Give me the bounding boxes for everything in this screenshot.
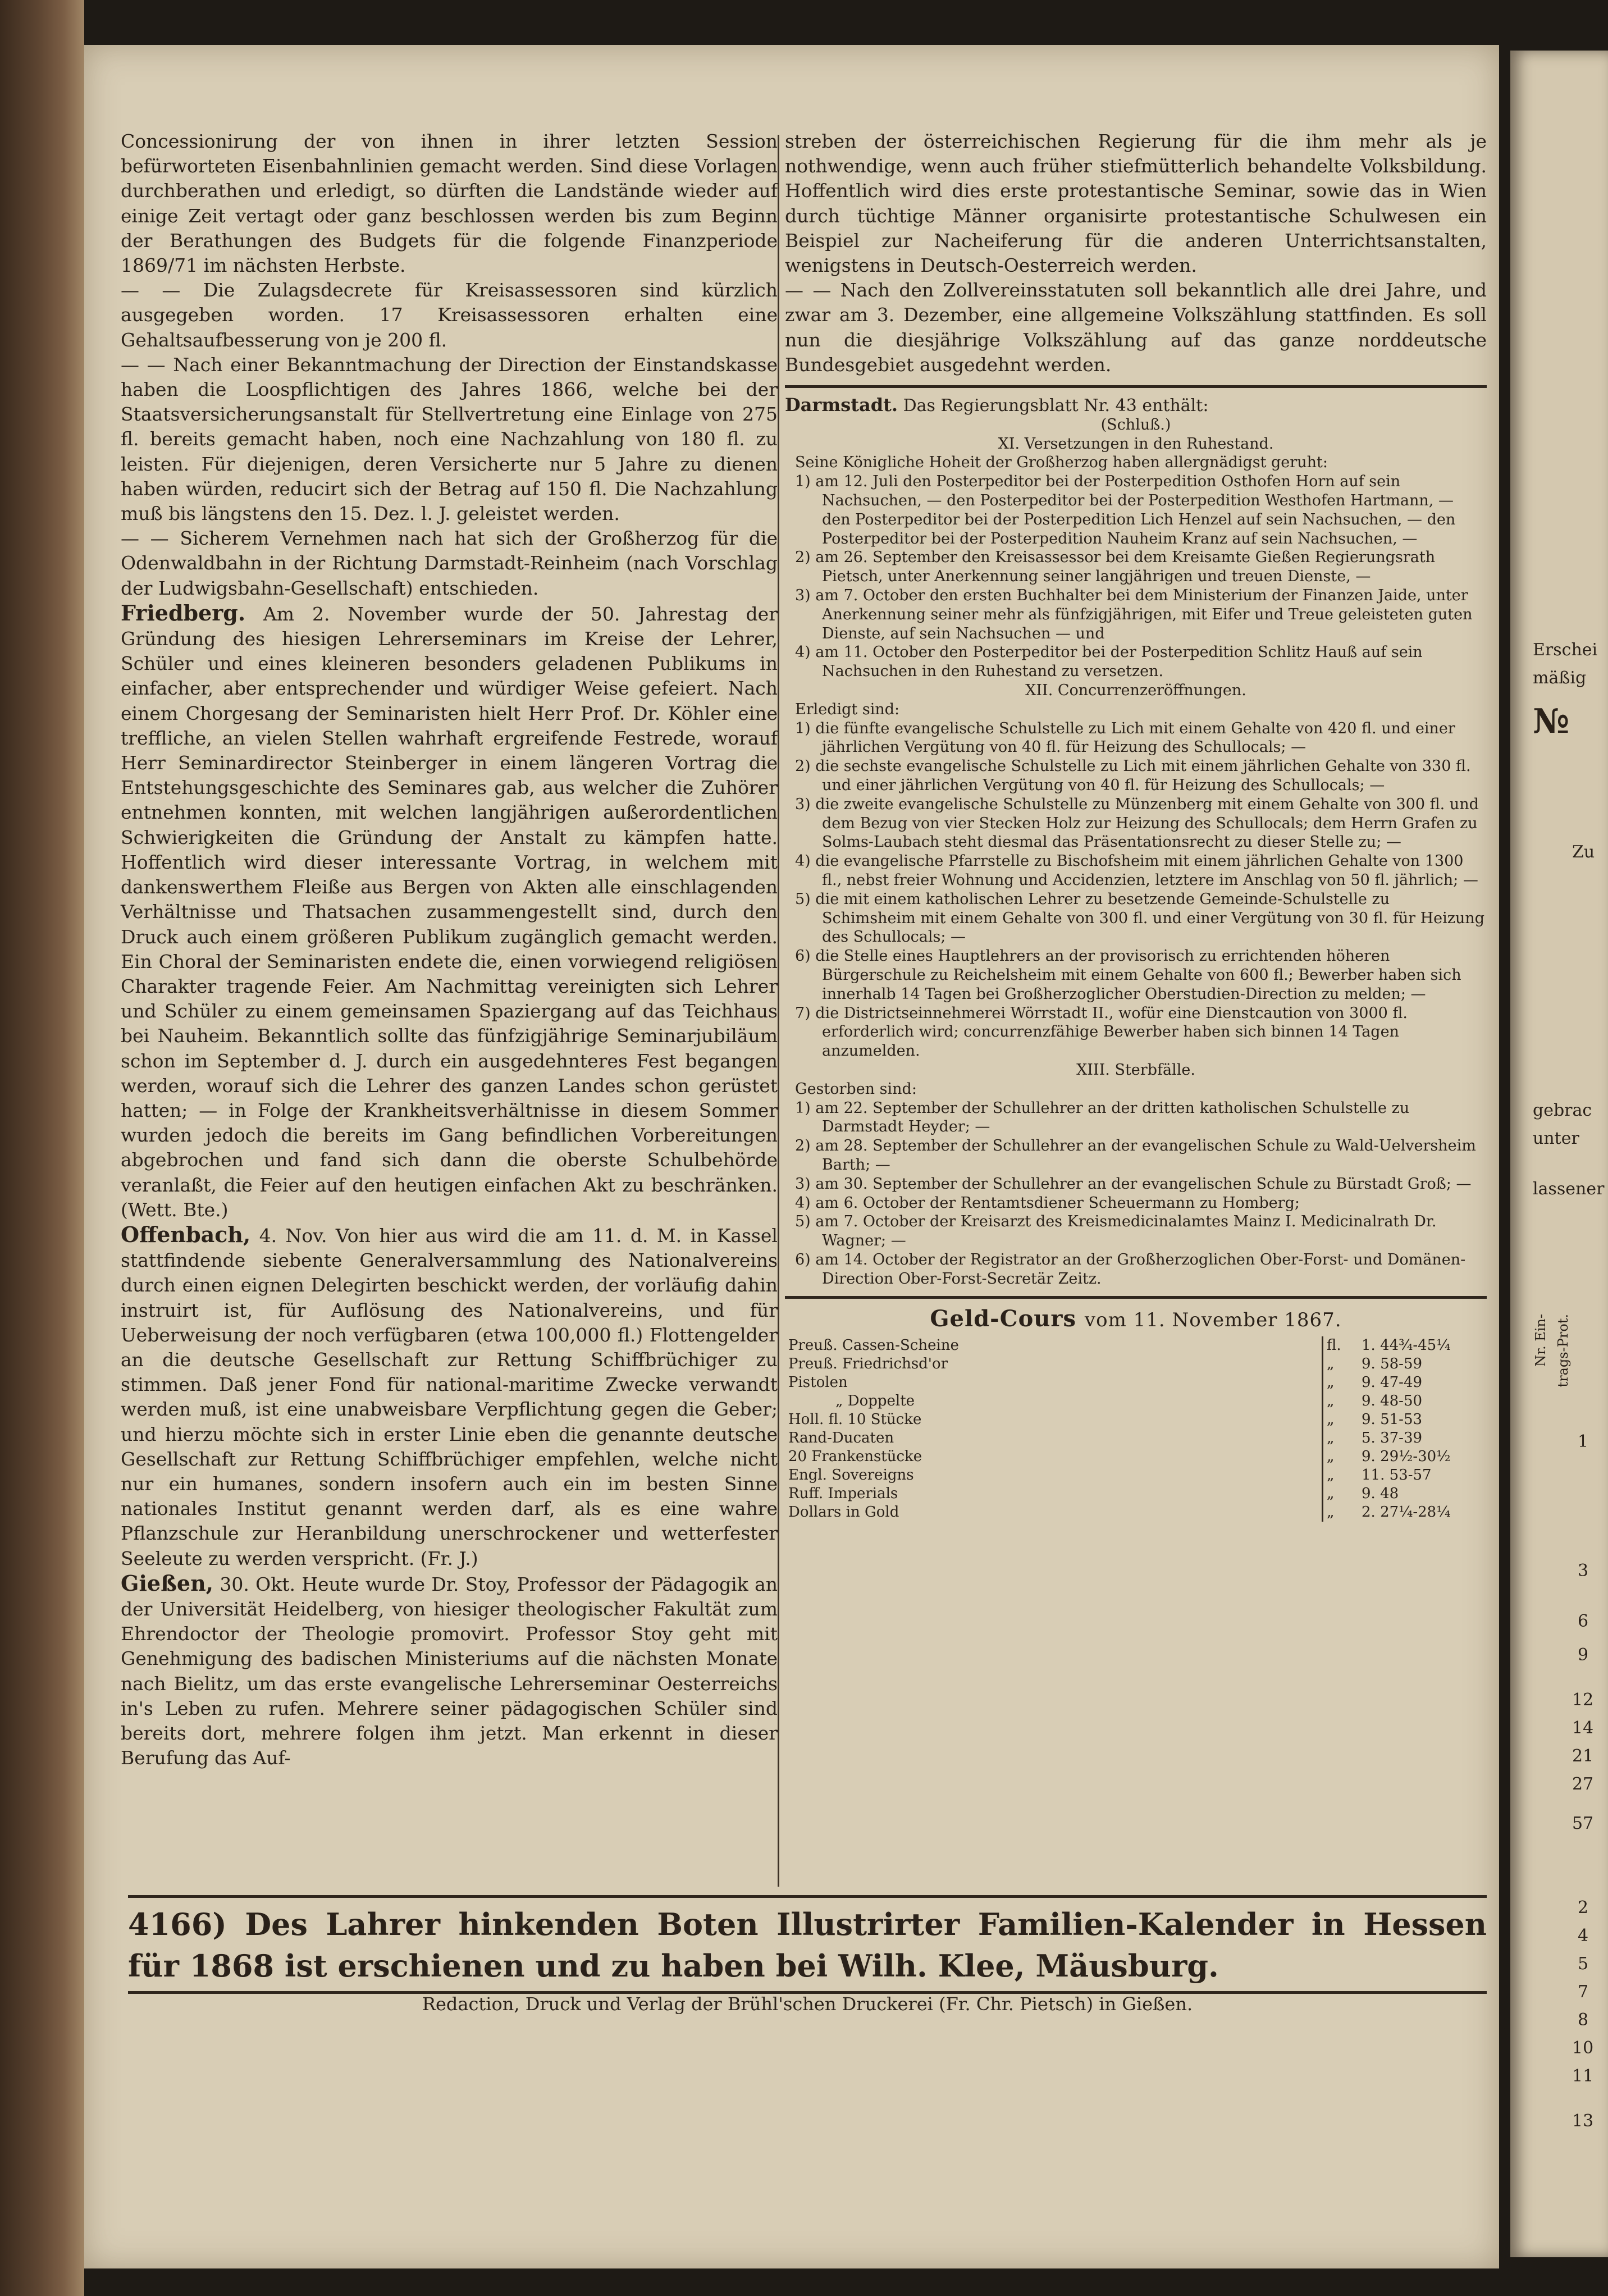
gazette-sec11-item: 3) am 7. October den ersten Buchhalter bei dem Ministerium der Finanzen Jaide, unter Anerkennung seiner mehr als fünfzigjährigen, mit Eifer und Treue geleisteten guten Dienste, auf sein Nachsuchen — und: [795, 587, 1473, 642]
ditto-mark: „: [1327, 1355, 1335, 1372]
adjacent-page-edge: [1510, 51, 1608, 2257]
next-page-fragment: gebrac: [1533, 1101, 1592, 1120]
dateline-darmstadt: Darmstadt.: [785, 394, 898, 416]
newspaper-page: [84, 45, 1499, 2268]
table-row: [785, 1485, 1486, 1503]
next-page-fragment: 27: [1572, 1774, 1594, 1794]
article-kreisassessoren: — — Die Zulagsdecrete für Kreisassessoren sind kürzlich ausgegeben worden. 17 Kreisassessoren erhalten eine Gehaltsaufbesserung von je 200 fl.: [121, 279, 778, 351]
next-page-fragment: mäßig: [1533, 668, 1587, 688]
table-row: [785, 1373, 1486, 1392]
coin-name: Rand-Ducaten: [785, 1429, 1323, 1448]
rate-value: 2. 27¼-28¼: [1362, 1503, 1451, 1521]
gazette-sec12-item: 7) die Districtseinnehmerei Wörrstadt II., wofür eine Dienstcaution von 3000 fl. erforderlich wird; concurrenzfähige Bewerber haben sich binnen 14 Tagen anzumelden.: [795, 1004, 1408, 1060]
section-rule: [785, 1296, 1487, 1299]
ditto-mark: „: [1327, 1448, 1335, 1465]
geld-cours-date: vom 11. November 1867.: [1084, 1309, 1342, 1332]
currency-unit: fl.: [1327, 1336, 1341, 1354]
coin-name: Holl. fl. 10 Stücke: [785, 1411, 1323, 1429]
next-page-fragment: 12: [1572, 1690, 1594, 1710]
article-friedberg-text: Am 2. November wurde der 50. Jahrestag der Gründung des hiesigen Lehrerseminars im Kreise der Lehrer, Schüler und eines kleineren besonders geladenen Publikums in einfacher, aber entsprechender und würdiger Weise gefeiert. Nach einem Chorgesang der Seminaristen hielt Herr Prof. Dr. Köhler eine treffliche, an vielen Stellen wahrhaft ergreifende Festrede, worauf Herr Seminardirector Steinberger in einem längeren Vortrag die Entstehungsgeschichte des Seminares gab, aus welcher die Zuhörer entnehmen konnten, mit welchen langjährigen außerordentlichen Schwierigkeiten die Gründung der Anstalt zu kämpfen hatte. Hoffentlich wird dieser interessante Vortrag, in welchem mit dankenswerthem Fleiße aus Bergen von Akten alle einschlagenden Verhältnisse und Thatsachen zusammengestellt sind, durch den Druck auch einem größeren Publikum zugänglich gemacht werden. Ein Choral der Seminaristen endete die, einen vorwiegend religiösen Charakter tragende Feier. Am Nachmittag vereinigten sich Lehrer und Schüler zu einem gemeinsamen Spaziergang auf das Teichhaus bei Nauheim. Bekanntlich sollte das fünfzigjährige Seminarjubiläum schon im September d. J. durch ein ausgedehnteres Fest begangen werden, worauf sich die Lehrer des ganzen Landes schon gerüstet hatten; — in Folge der Krankheitsverhältnisse in diesem Sommer wurden jedoch die bereits im Gang befindlichen Vorbereitungen abgebrochen und fand sich dann die oberste Schulbehörde veranlaßt, die Feier auf den heutigen einfachen Akt zu beschränken. (Wett. Bte.): [121, 602, 778, 1221]
imprint-line: Redaction, Druck und Verlag der Brühl'schen Druckerei (Fr. Chr. Pietsch) in Gießen.: [422, 1993, 1193, 2015]
table-row: [785, 1503, 1486, 1522]
article-giessen-continued: streben der österreichischen Regierung für die ihm mehr als je nothwendige, wenn auch früher stiefmütterlich behandelte Volksbildung. Hoffentlich wird dies erste protestantische Seminar, sowie das in Wien durch tüchtige Männer organisirte protestantische Schulwesen ein Beispiel zur Nacheiferung für die anderen Unterrichtsanstalten, wenigstens in Deutsch-Oesterreich werden.: [785, 130, 1487, 277]
section-rule: [785, 385, 1487, 388]
rate-value: 9. 51-53: [1362, 1411, 1423, 1428]
next-page-fragment: 14: [1572, 1718, 1594, 1738]
gazette-sec13-item: 6) am 14. October der Registrator an der Großherzoglichen Ober-Forst- und Domänen-Direction Ober-Forst-Secretär Zeitz.: [795, 1250, 1466, 1288]
dateline-giessen: Gießen,: [121, 1570, 213, 1596]
ditto-mark: „: [1327, 1392, 1335, 1409]
next-page-fragment: 2: [1578, 1898, 1589, 1918]
next-page-fragment: 7: [1578, 1982, 1589, 2002]
article-odenwaldbahn: — — Sicherem Vernehmen nach hat sich der Großherzog für die Odenwaldbahn in der Richtung Darmstadt-Reinheim (nach Vorschlag der Ludwigsbahn-Gesellschaft) entschieden.: [121, 527, 778, 599]
next-page-fragment: 3: [1578, 1561, 1589, 1581]
coin-name: Dollars in Gold: [785, 1503, 1323, 1522]
rate-value: 1. 44¾-45¼: [1362, 1336, 1451, 1354]
next-page-fragment: №: [1533, 702, 1570, 741]
coin-name: 20 Frankenstücke: [785, 1448, 1323, 1466]
article-einstandskasse: — — Nach einer Bekanntmachung der Direction der Einstandskasse haben die Loospflichtigen des Jahres 1866, welche bei der Staatsversicherungsanstalt für Stellvertretung eine Einlage von 275 fl. bereits gemacht haben, noch eine Nachzahlung von 180 fl. zu leisten. Für diejenigen, deren Versicherte nur 5 Jahre zu dienen haben würden, reducirt sich der Betrag auf 150 fl. Die Nachzahlung muß bis längstens den 15. Dez. l. J. geleistet werden.: [121, 353, 778, 525]
next-page-fragment: 13: [1572, 2111, 1594, 2131]
ditto-mark: „: [1327, 1373, 1335, 1391]
next-page-fragment: 57: [1572, 1814, 1594, 1833]
advertisement: 4166) Des Lahrer hinkenden Boten Illustrirter Familien-Kalender in Hessen für 1868 ist erschienen und zu haben bei Wilh. Klee, Mäusburg.: [128, 1895, 1487, 1994]
gazette-sec12-item: 1) die fünfte evangelische Schulstelle zu Lich mit einem Gehalte von 420 fl. und einer jährlichen Vergütung von 40 fl. für Heizung des Schullocals; —: [795, 719, 1455, 756]
table-row: [785, 1355, 1486, 1373]
article-volkszaehlung: — — Nach den Zollvereinsstatuten soll bekanntlich alle drei Jahre, und zwar am 3. Dezember, eine allgemeine Volkszählung stattfinden. Es soll nun die diesjährige Volkszählung auf das ganze norddeutsche Bundesgebiet ausgedehnt werden.: [785, 279, 1487, 376]
article-landstaende: Concessionirung der von ihnen in ihrer letzten Session befürworteten Eisenbahnlinien gemacht werden. Sind diese Vorlagen durchberathen und erledigt, so dürften die Landstände wieder auf einige Zeit vertagt oder ganz beschlossen werden bis zum Beginn der Berathungen des Budgets für die folgende Finanzperiode 1869/71 im nächsten Herbste.: [121, 130, 778, 277]
column-divider: [778, 135, 779, 1887]
gazette-sec13-title: XIII. Sterbfälle.: [1076, 1061, 1195, 1079]
next-page-fragment: Zu: [1572, 842, 1595, 862]
gazette-sec12-item: 2) die sechste evangelische Schulstelle zu Lich mit einem jährlichen Gehalte von 330 fl. und einer jährlichen Vergütung von 40 fl. für Heizung des Schullocals; —: [795, 757, 1471, 794]
table-row: [785, 1336, 1486, 1355]
coin-name: Pistolen: [785, 1373, 1323, 1392]
gazette-sec11-item: 1) am 12. Juli den Posterpeditor bei der Posterpedition Osthofen Horn auf sein Nachsuchen, — den Posterpeditor bei der Posterpedition Westhofen Hartmann, — den Posterpeditor bei der Posterpedition Lich Henzel auf sein Nachsuchen, — den Posterpeditor bei der Posterpedition Nauheim Kranz auf sein Nachsuchen, —: [795, 473, 1456, 547]
gazette-sec13-item: 2) am 28. September der Schullehrer an der evangelischen Schule zu Wald-Uelversheim Barth; —: [795, 1137, 1476, 1174]
ditto-mark: „: [1327, 1485, 1335, 1502]
article-offenbach-text: 4. Nov. Von hier aus wird die am 11. d. M. in Kassel stattfindende siebente Generalversammlung des Nationalvereins durch einen eignen Delegirten beschickt werden, der vorläufig dahin instruirt ist, für Auflösung des Nationalvereins, und für Ueberweisung der noch verfügbaren (etwa 100,000 fl.) Flottengelder an die deutsche Gesellschaft zur Rettung Schiffbrüchiger zu stimmen. Daß jener Fond für national-maritime Zwecke verwandt werden muß, ist eine unabweisbare Verpflichtung gegen die Geber; und hierzu möchte sich in erster Linie eben die genannte deutsche Gesellschaft zur Rettung Schiffbrüchiger empfehlen, welche nicht nur ein humanes, sondern insofern auch ein im besten Sinne nationales Institut genannt werden darf, als es eine wahre Pflanzschule zur Heranbildung unerschrockener und wetterfester Seeleute zu werden verspricht. (Fr. J.): [121, 1224, 778, 1569]
table-row: [785, 1411, 1486, 1429]
next-page-fragment: lassener: [1533, 1179, 1605, 1199]
ditto-mark: „: [1327, 1411, 1335, 1428]
gazette-sec12-intro: Erledigt sind:: [795, 700, 900, 718]
gazette-schluss: (Schluß.): [1100, 416, 1171, 433]
gazette-sec13-item: 4) am 6. October der Rentamtsdiener Scheuermann zu Homberg;: [795, 1194, 1300, 1212]
next-page-fragment: 9: [1578, 1645, 1589, 1665]
next-page-fragment: 8: [1578, 2010, 1589, 2030]
article-friedberg: [121, 601, 778, 1222]
rate-value: 9. 48-50: [1362, 1392, 1423, 1409]
gazette-sec13-item: 5) am 7. October der Kreisarzt des Kreismedicinalamtes Mainz I. Medicinalrath Dr. Wagner; —: [795, 1213, 1437, 1250]
ditto-mark: „: [1327, 1429, 1335, 1446]
next-page-fragment: Nr. Ein-: [1533, 1314, 1548, 1367]
gazette-intro: Das Regierungsblatt Nr. 43 enthält:: [903, 396, 1209, 416]
geld-cours-section: [785, 1307, 1487, 1521]
gazette-sec12-item: 6) die Stelle eines Hauptlehrers an der provisorisch zu errichtenden höheren Bürgerschule zu Reichelsheim mit einem Gehalte von 600 fl.; Bewerber haben sich innerhalb 14 Tagen bei Großherzoglicher Oberstudien-Direction zu melden; —: [795, 947, 1461, 1003]
gazette-sec11-item: 2) am 26. September den Kreisassessor bei dem Kreisamte Gießen Regierungsrath Pietsch, unter Anerkennung seiner langjährigen und treuen Dienste, —: [795, 549, 1436, 586]
next-page-fragment: 11: [1572, 2066, 1594, 2086]
table-row: [785, 1429, 1486, 1448]
gazette-sec13-intro: Gestorben sind:: [795, 1080, 917, 1098]
coin-name: Preuß. Friedrichsd'or: [785, 1355, 1323, 1373]
exchange-rate-table: [785, 1336, 1487, 1522]
next-page-fragment: Erschei: [1533, 640, 1598, 660]
next-page-fragment: 6: [1578, 1612, 1589, 1631]
gazette-sec12-item: 4) die evangelische Pfarrstelle zu Bischofsheim mit einem jährlichen Gehalte von 1300 fl., nebst freier Wohnung und Accidenzien, letztere im Anschlag von 50 fl. jährlich; —: [795, 852, 1478, 889]
dateline-offenbach: Offenbach,: [121, 1221, 251, 1247]
gazette-sec13-item: 1) am 22. September der Schullehrer an der dritten katholischen Schulstelle zu Darmstadt Heyder; —: [795, 1099, 1410, 1136]
table-row: [785, 1392, 1486, 1411]
gazette-sec12-item: 3) die zweite evangelische Schulstelle zu Münzenberg mit einem Gehalte von 300 fl. und dem Bezug von vier Stecken Holz zur Heizung des Schullocals; dem Herrn Grafen zu Solms-Laubach steht diesmal das Präsentationsrecht zu dieser Stelle zu; —: [795, 795, 1479, 851]
ditto-mark: „: [1327, 1503, 1335, 1521]
article-giessen-text: 30. Okt. Heute wurde Dr. Stoy, Professor der Pädagogik an der Universität Heidelberg, von hiesiger theologischer Fakultät zum Ehrendoctor der Theologie promovirt. Professor Stoy geht mit Genehmigung des badischen Ministeriums auf die nächsten Monate nach Bielitz, um das erste evangelische Lehrerseminar Oesterreichs in's Leben zu rufen. Mehrere seiner pädagogischen Schüler sind bereits dort, mehrere folgen ihm jetzt. Man erkennt in dieser Berufung das Auf-: [121, 1573, 778, 1769]
article-giessen: [121, 1571, 778, 1771]
rate-value: 9. 29½-30½: [1362, 1448, 1451, 1465]
rate-value: 5. 37-39: [1362, 1429, 1423, 1446]
article-offenbach: [121, 1222, 778, 1571]
left-column: [121, 129, 778, 1770]
gazette-heading: [785, 396, 1487, 416]
rate-value: 9. 58-59: [1362, 1355, 1423, 1372]
next-page-fragment: trags-Prot.: [1555, 1314, 1571, 1387]
gazette-sec11-item: 4) am 11. October den Posterpeditor bei der Posterpedition Schlitz Hauß auf sein Nachsuchen in den Ruhestand zu versetzen.: [795, 643, 1423, 681]
coin-name: Engl. Sovereigns: [785, 1466, 1323, 1485]
gazette-section: [785, 396, 1487, 1288]
coin-name: „ Doppelte: [785, 1392, 1323, 1411]
right-column: [785, 129, 1487, 1522]
coin-name: Preuß. Cassen-Scheine: [785, 1336, 1323, 1355]
ditto-mark: „: [1327, 1466, 1335, 1484]
next-page-fragment: 1: [1578, 1432, 1589, 1451]
coin-name: Ruff. Imperials: [785, 1485, 1323, 1503]
next-page-fragment: 10: [1572, 2038, 1594, 2058]
next-page-fragment: 21: [1572, 1746, 1594, 1766]
rate-value: 9. 47-49: [1362, 1373, 1423, 1391]
rate-value: 11. 53-57: [1362, 1466, 1432, 1484]
gazette-sec12-item: 5) die mit einem katholischen Lehrer zu besetzende Gemeinde-Schulstelle zu Schimsheim mit einem Gehalte von 300 fl. und einer Vergütung von 30 fl. für Heizung des Schullocals; —: [795, 890, 1485, 946]
gazette-sec11-title: XI. Versetzungen in den Ruhestand.: [998, 435, 1274, 453]
next-page-fragment: 4: [1578, 1926, 1589, 1946]
next-page-fragment: unter: [1533, 1129, 1579, 1148]
table-row: [785, 1466, 1486, 1485]
gazette-sec11-intro: Seine Königliche Hoheit der Großherzog haben allergnädigst geruht:: [795, 454, 1328, 472]
gazette-sec12-title: XII. Concurrenzeröffnungen.: [1025, 681, 1246, 699]
rate-value: 9. 48: [1362, 1485, 1399, 1502]
next-page-fragment: 5: [1578, 1954, 1589, 1974]
geld-cours-title: [785, 1307, 1487, 1332]
dateline-friedberg: Friedberg.: [121, 600, 246, 626]
table-row: [785, 1448, 1486, 1466]
gazette-sec13-item: 3) am 30. September der Schullehrer an der evangelischen Schule zu Bürstadt Groß; —: [795, 1175, 1472, 1193]
geld-cours-heading: Geld-Cours: [930, 1306, 1076, 1332]
book-spine: [0, 0, 84, 2296]
